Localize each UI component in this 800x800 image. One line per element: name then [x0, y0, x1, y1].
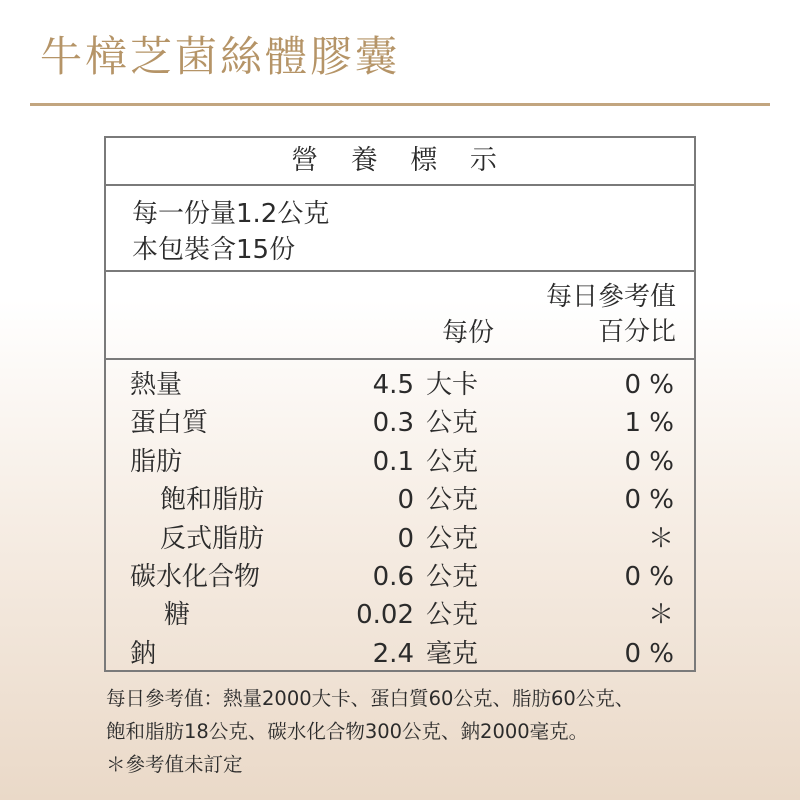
nutrient-amount: 0	[397, 485, 414, 516]
nutrient-name: 反式脂肪	[160, 523, 265, 554]
nutrient-amount: 2.4	[372, 638, 414, 669]
daily-reference-note-line2: 飽和脂肪18公克、碳水化合物300公克、鈉2000毫克。	[106, 720, 589, 743]
nutrient-unit: 公克	[426, 523, 479, 554]
nutrient-row-sugar	[106, 596, 694, 634]
nutrient-amount: 0	[397, 523, 414, 554]
nutrient-unit: 公克	[426, 600, 479, 631]
nutrient-daily-value: 0 %	[624, 485, 674, 516]
nutrient-unit: 公克	[426, 485, 479, 516]
footnotes	[106, 682, 766, 781]
nutrient-row-trans-fat	[106, 520, 694, 558]
servings-per-pack: 本包裝含15份	[132, 235, 296, 265]
title-divider	[30, 103, 770, 106]
serving-info	[106, 186, 694, 272]
nutrient-row-saturated-fat	[106, 481, 694, 519]
nutrient-name: 熱量	[130, 370, 183, 400]
nutrient-daily-value: 0 %	[624, 638, 674, 669]
nutrient-name: 鈉	[130, 638, 157, 669]
nutrient-amount: 0.1	[372, 446, 414, 477]
nutrient-daily-value: 1 %	[624, 408, 674, 439]
nutrient-name: 糖	[164, 600, 191, 631]
nutrient-rows	[106, 360, 694, 673]
nutrient-amount: 0.02	[356, 600, 414, 631]
nutrient-name: 飽和脂肪	[160, 485, 265, 516]
nutrient-unit: 大卡	[426, 370, 479, 400]
nutrient-unit: 公克	[426, 446, 479, 477]
nutrition-facts-heading: 營 養 標 示	[106, 138, 694, 186]
page-title: 牛樟芝菌絲體膠囊	[40, 32, 401, 81]
nutrient-name: 碳水化合物	[130, 561, 261, 592]
nutrient-unit: 公克	[426, 561, 479, 592]
nutrient-daily-value: 0 %	[624, 370, 674, 400]
nutrient-row-energy	[106, 366, 694, 404]
undefined-reference-note: ＊參考值未訂定	[106, 753, 243, 776]
nutrient-name: 蛋白質	[130, 408, 209, 439]
nutrient-row-carbohydrate	[106, 558, 694, 596]
nutrient-daily-value: 0 %	[624, 446, 674, 477]
daily-value-header-line2: 百分比	[597, 317, 676, 347]
per-serving-header: 每份	[441, 318, 494, 348]
nutrient-row-sodium	[106, 635, 694, 673]
nutrient-daily-value: ＊	[647, 523, 674, 554]
daily-value-header	[546, 280, 676, 350]
nutrition-facts-panel	[104, 136, 696, 672]
nutrient-row-fat	[106, 443, 694, 481]
nutrient-row-protein	[106, 404, 694, 442]
nutrient-amount: 4.5	[372, 370, 414, 400]
column-headers	[106, 272, 694, 360]
nutrient-unit: 毫克	[426, 638, 479, 669]
nutrient-unit: 公克	[426, 408, 479, 439]
nutrient-amount: 0.3	[372, 408, 414, 439]
nutrient-daily-value: 0 %	[624, 561, 674, 592]
daily-reference-note-line1: 每日參考值：熱量2000大卡、蛋白質60公克、脂肪60公克、	[106, 687, 635, 710]
nutrient-amount: 0.6	[372, 561, 414, 592]
daily-value-header-line1: 每日參考值	[545, 282, 676, 312]
serving-size: 每一份量1.2公克	[132, 199, 330, 229]
nutrient-daily-value: ＊	[647, 600, 674, 631]
nutrient-name: 脂肪	[130, 446, 183, 477]
